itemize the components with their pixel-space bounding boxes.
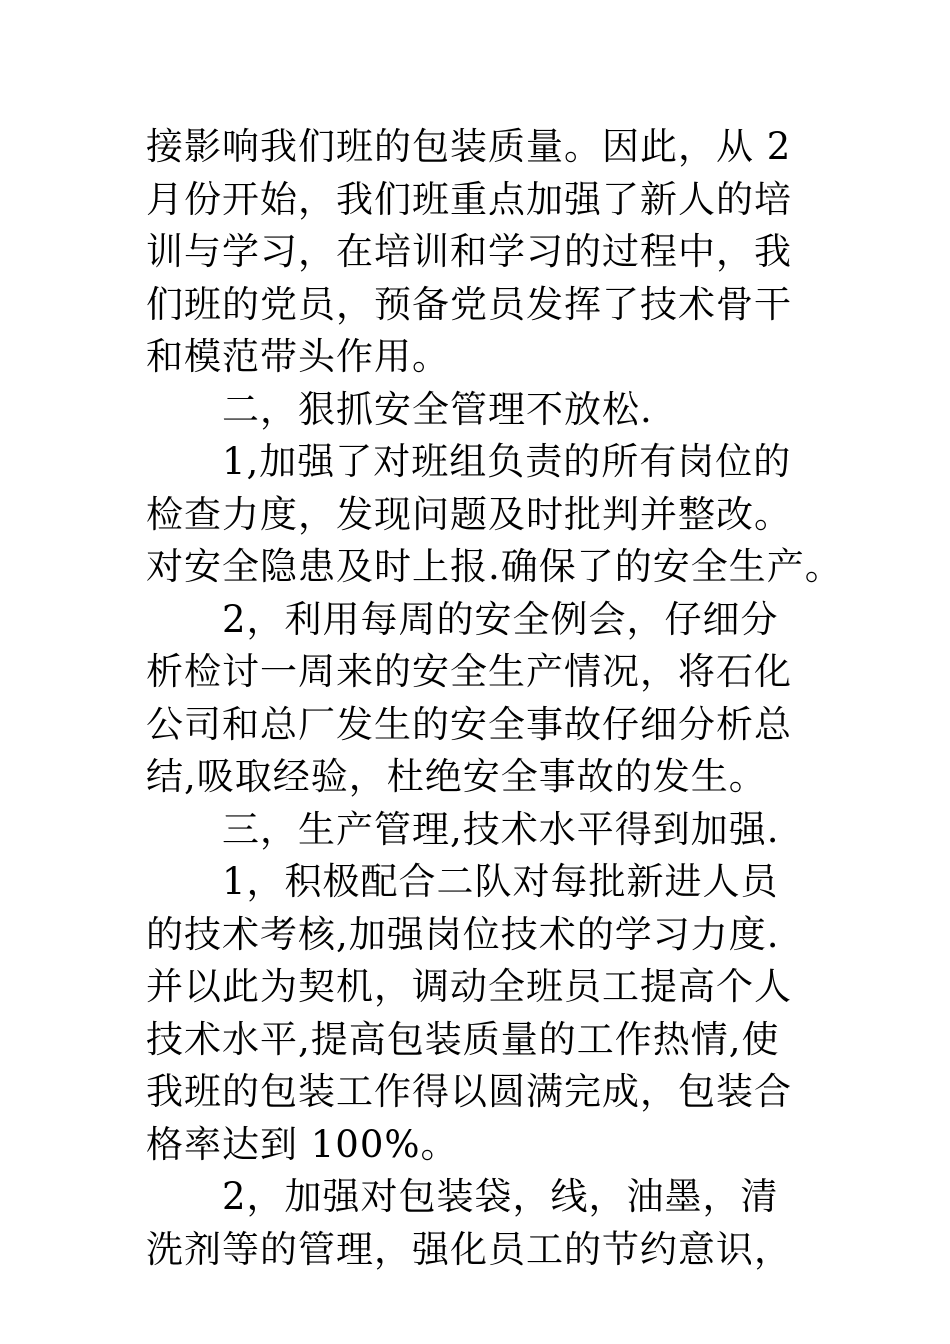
text-line: 结,吸取经验，杜绝安全事故的发生。: [146, 755, 767, 798]
section-heading-2: 二，狠抓安全管理不放松.: [222, 387, 653, 431]
text-line: 对安全隐患及时上报.确保了的安全生产。: [146, 545, 843, 588]
text-line: 训与学习，在培训和学习的过程中，我: [146, 230, 792, 273]
paragraph-start: 2，加强对包装袋，线，油墨，清: [222, 1175, 779, 1218]
section-heading-3: 三，生产管理,技术水平得到加强.: [222, 807, 780, 851]
text-line: 接影响我们班的包装质量。因此，从 2: [146, 125, 792, 168]
text-line: 的技术考核,加强岗位技术的学习力度.: [146, 912, 780, 956]
text-line: 和模范带头作用。: [146, 335, 450, 378]
text-line: 格率达到 100%。: [146, 1122, 459, 1166]
text-line: 洗剂等的管理，强化员工的节约意识，: [146, 1227, 792, 1271]
document-body: [146, 121, 843, 1276]
paragraph-start: 1,加强了对班组负责的所有岗位的: [222, 440, 792, 483]
text-line: 公司和总厂发生的安全事故仔细分析总: [146, 702, 792, 746]
text-line: 并以此为契机，调动全班员工提高个人: [146, 965, 792, 1008]
text-line: 技术水平,提高包装质量的工作热情,使: [146, 1017, 780, 1061]
text-line: 检查力度，发现问题及时批判并整改。: [146, 492, 792, 536]
text-line: 我班的包装工作得以圆满完成，包装合: [146, 1070, 792, 1113]
text-line: 月份开始，我们班重点加强了新人的培: [146, 177, 792, 221]
text-line: 析检讨一周来的安全生产情况，将石化: [146, 650, 792, 693]
paragraph-start: 1，积极配合二队对每批新进人员: [222, 860, 779, 903]
text-line: 们班的党员，预备党员发挥了技术骨干: [146, 282, 792, 326]
paragraph-start: 2，利用每周的安全例会，仔细分: [222, 597, 779, 641]
